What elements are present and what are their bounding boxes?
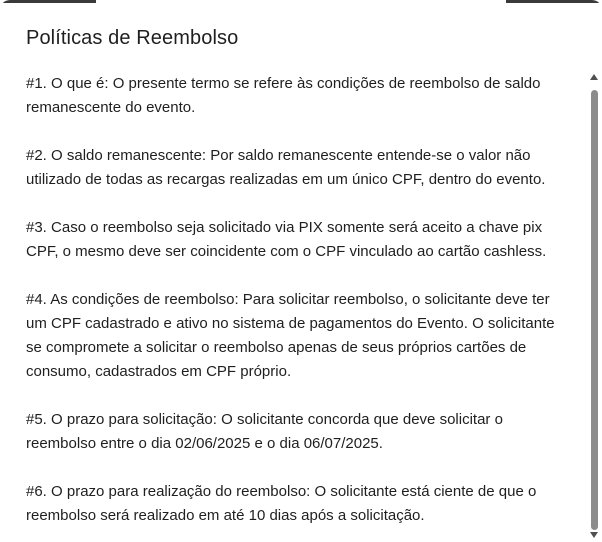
backdrop-right bbox=[506, 0, 602, 3]
dialog-title: Políticas de Reembolso bbox=[26, 27, 239, 49]
policy-content[interactable] bbox=[26, 72, 564, 542]
policy-paragraph-6: #6. O prazo para realização do reembolso: O solicitante está ciente de que o reembolso será realizado em até 10 dias após a solicitação. bbox=[26, 483, 537, 524]
policy-paragraph-4: #4. As condições de reembolso: Para solicitar reembolso, o solicitante deve ter um CPF cadastrado e ativo no sistema de pagamentos do Evento. O solicitante se compromete a solicitar o reembolso apenas de seus próprios cartões de consumo, cadastrados em CPF próprio. bbox=[26, 291, 555, 380]
content-scrollbar[interactable] bbox=[586, 72, 602, 542]
scroll-up-arrow-icon[interactable] bbox=[590, 74, 598, 80]
dialog-top-edge bbox=[0, 0, 602, 4]
policy-paragraph-3: #3. Caso o reembolso seja solicitado via PIX somente será aceito a chave pix CPF, o mesmo deve ser coincidente com o CPF vinculado ao cartão cashless. bbox=[26, 219, 547, 260]
policy-paragraph-1: #1. O que é: O presente termo se refere às condições de reembolso de saldo remanescente do evento. bbox=[26, 75, 541, 116]
policy-paragraph-5: #5. O prazo para solicitação: O solicitante concorda que deve solicitar o reembolso entre o dia 02/06/2025 e o dia 06/07/2025. bbox=[26, 411, 503, 452]
scroll-thumb[interactable] bbox=[591, 90, 598, 530]
backdrop-left bbox=[0, 0, 96, 3]
scroll-down-arrow-icon[interactable] bbox=[590, 532, 598, 538]
policy-paragraph-2: #2. O saldo remanescente: Por saldo remanescente entende-se o valor não utilizado de todas as recargas realizadas em um único CPF, dentro do evento. bbox=[26, 147, 546, 188]
